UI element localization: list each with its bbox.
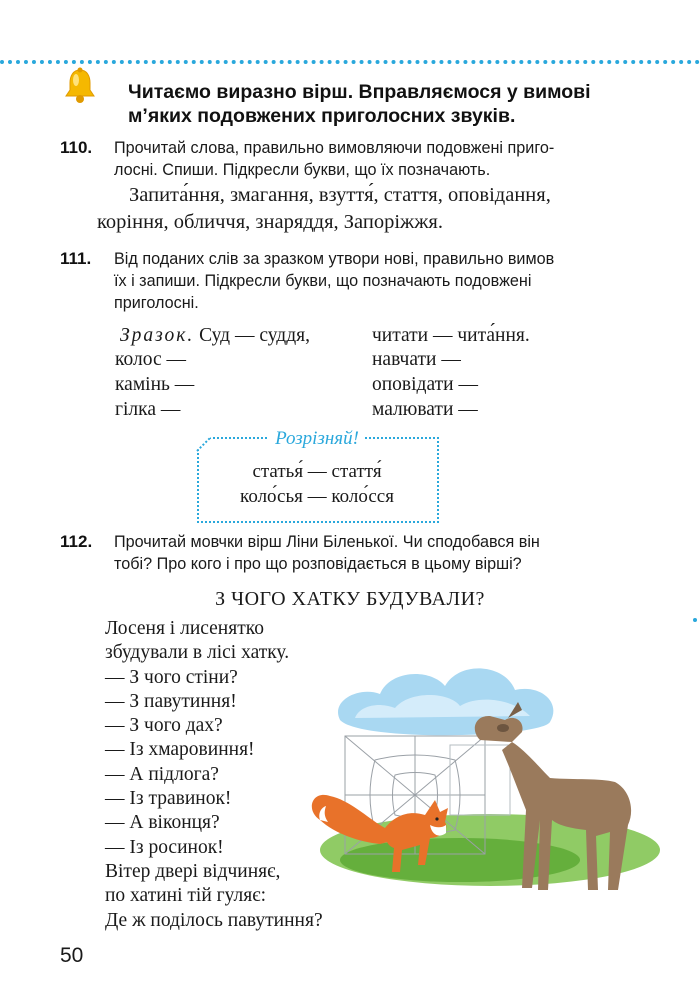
exercise-word: навчати —	[372, 349, 461, 370]
bell-icon	[60, 66, 100, 106]
section-intro	[128, 80, 668, 128]
task-text: лосні. Спиши. Підкресли букви, що їх позначають.	[114, 161, 491, 179]
poem-line: — З чого дах?	[105, 715, 223, 737]
top-dotted-rule	[0, 60, 700, 68]
sample-left-text: Суд — суддя,	[199, 325, 310, 346]
exercise-word: камінь —	[115, 374, 195, 395]
poem-line: Де ж поділось павутиння?	[105, 909, 323, 931]
intro-line: м’яких подовжених приголосних звуків.	[128, 105, 516, 127]
task-text: тобі? Про кого і про що розповідається в цьому вірші?	[114, 555, 522, 573]
poem-line: Вітер двері відчиняє,	[105, 860, 281, 882]
task-number: 111.	[60, 249, 92, 268]
poem-line: — Із травинок!	[105, 788, 232, 810]
poem-line: — Із хмаровиння!	[105, 739, 255, 761]
distinguish-title-text: Розрізняй!	[269, 428, 365, 449]
poem-body	[105, 617, 323, 933]
distinguish-line: статья́ — стаття́	[252, 461, 382, 482]
distinguish-line: коло́сья — коло́сся	[240, 486, 394, 507]
exercise-word: колос —	[115, 349, 186, 370]
exercise-word: гілка —	[115, 399, 181, 420]
task-text: приголосні.	[114, 294, 199, 312]
task-text: Прочитай мовчки вірш Ліни Біленької. Чи сподобався він	[114, 533, 540, 551]
exercise-word: малювати —	[372, 399, 478, 420]
side-dot	[693, 618, 697, 622]
task-number: 112.	[60, 532, 93, 551]
sample-left	[120, 324, 310, 348]
poem-line: — Із росинок!	[105, 836, 224, 858]
word-list-line: Запита́ння, змагання, взуття́, стаття, оповідання,	[129, 184, 551, 206]
poem-line: Лосеня і лисенятко	[105, 618, 264, 639]
sample-right: читати — чита́ння.	[372, 325, 530, 346]
task-text: Від поданих слів за зразком утвори нові, правильно вимов	[114, 250, 555, 268]
poem-line: по хатині тій гуляє:	[105, 885, 267, 907]
task-text: Прочитай слова, правильно вимовляючи подовжені приго-	[114, 139, 555, 157]
illustration-fox-moose-house	[300, 650, 700, 910]
word-list-line: коріння, обличчя, знаряддя, Запоріжжя.	[97, 211, 443, 233]
page-number: 50	[60, 944, 84, 967]
exercise-word: оповідати —	[372, 374, 478, 395]
sample-label: Зразок.	[120, 325, 195, 346]
poem-line: — З чого стіни?	[105, 666, 238, 688]
distinguish-title	[198, 428, 436, 450]
task-number: 110.	[60, 138, 93, 157]
poem-line: збудували в лісі хатку.	[105, 642, 290, 664]
poem-line: — А підлога?	[105, 763, 219, 785]
poem-line: — З павутиння!	[105, 690, 237, 712]
poem-line: — А віконця?	[105, 812, 220, 834]
intro-line: Читаємо виразно вірш. Вправляємося у вимові	[128, 81, 591, 103]
poem-title: З ЧОГО ХАТКУ БУДУВАЛИ?	[215, 588, 485, 610]
task-text: їх і запиши. Підкресли букви, що позначають подовжені	[114, 272, 532, 290]
